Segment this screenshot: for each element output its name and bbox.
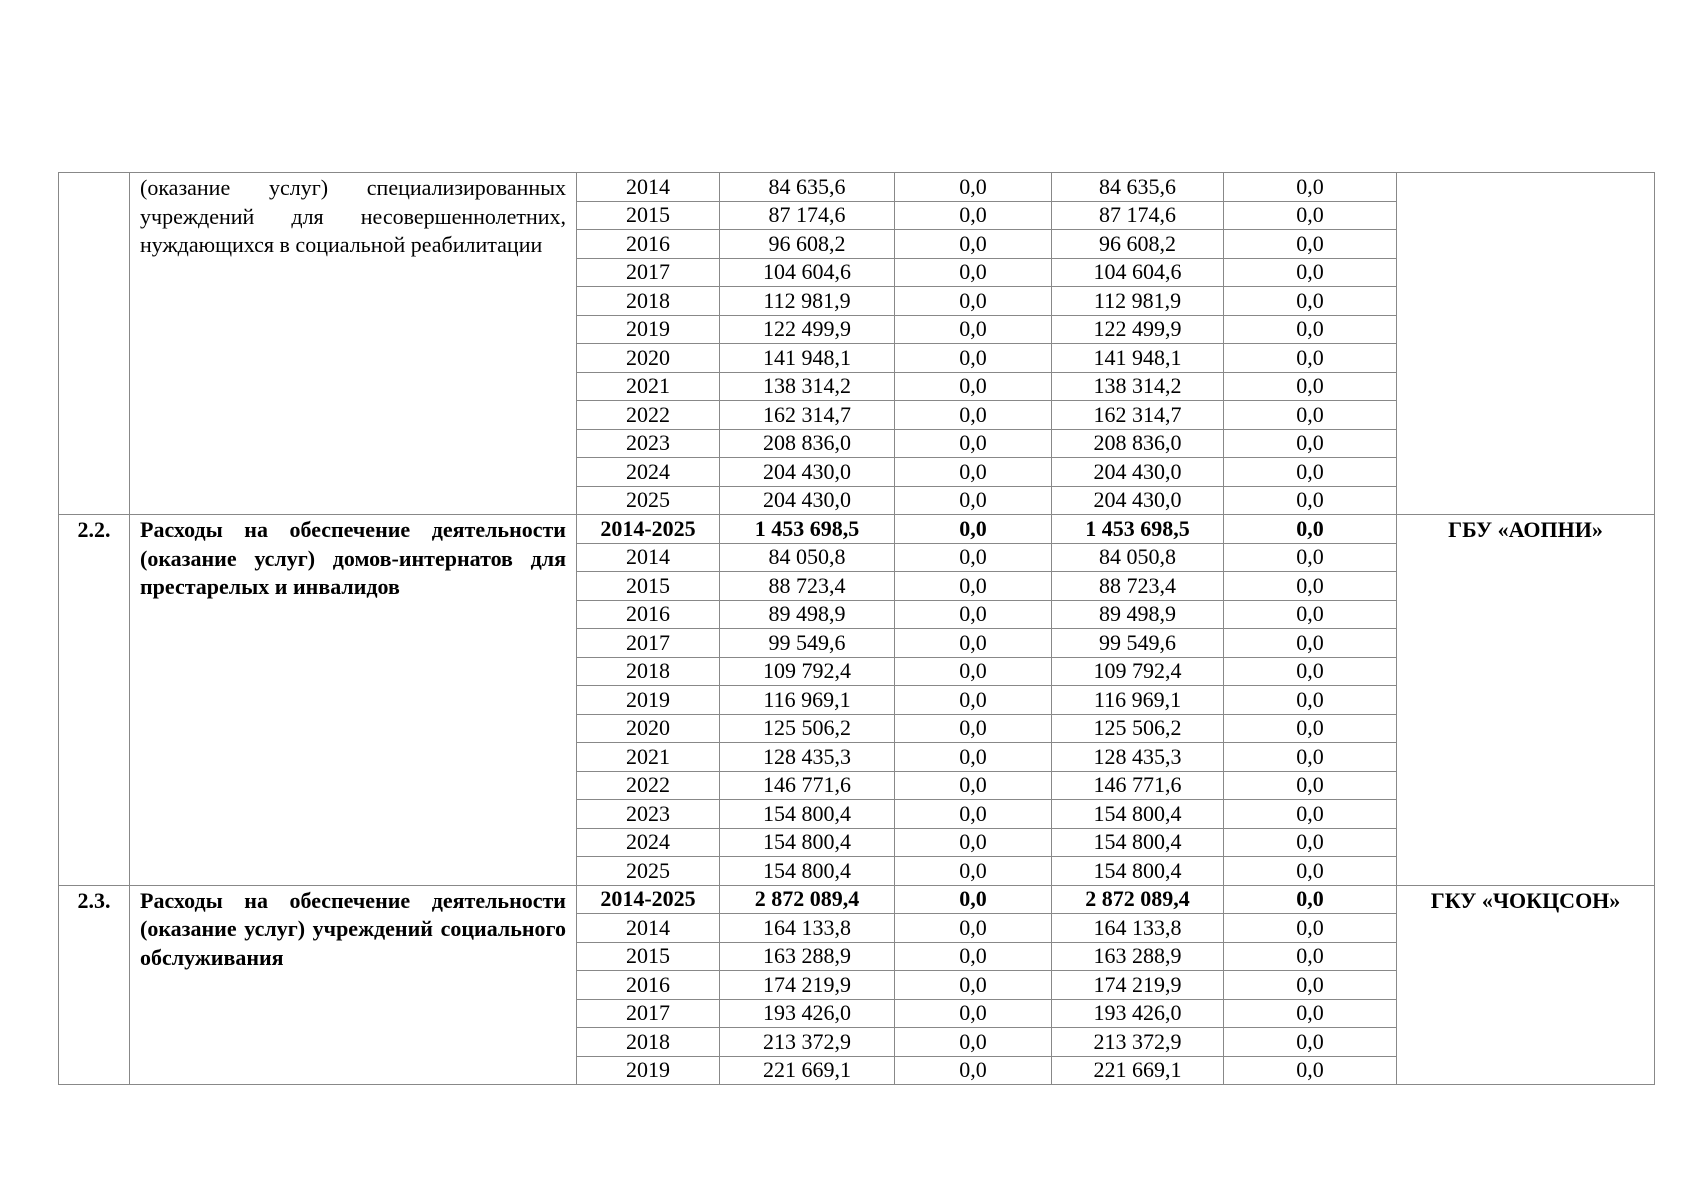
federal-amount-cell: 0,0 xyxy=(895,372,1052,401)
total-amount-cell: 122 499,9 xyxy=(720,315,895,344)
table-row xyxy=(59,173,1655,202)
federal-amount-cell: 0,0 xyxy=(895,401,1052,430)
regional-amount-cell: 162 314,7 xyxy=(1052,401,1224,430)
regional-amount-cell: 2 872 089,4 xyxy=(1052,885,1224,914)
other-amount-cell: 0,0 xyxy=(1224,600,1397,629)
total-amount-cell: 146 771,6 xyxy=(720,771,895,800)
total-amount-cell: 154 800,4 xyxy=(720,828,895,857)
year-cell: 2016 xyxy=(577,230,720,259)
total-amount-cell: 154 800,4 xyxy=(720,857,895,886)
year-cell: 2015 xyxy=(577,572,720,601)
item-description: Расходы на обеспечение деятельности (оказание услуг) учреждений социального обслуживания xyxy=(130,885,577,1085)
federal-amount-cell: 0,0 xyxy=(895,885,1052,914)
regional-amount-cell: 109 792,4 xyxy=(1052,657,1224,686)
federal-amount-cell: 0,0 xyxy=(895,458,1052,487)
federal-amount-cell: 0,0 xyxy=(895,942,1052,971)
regional-amount-cell: 174 219,9 xyxy=(1052,971,1224,1000)
year-cell: 2017 xyxy=(577,258,720,287)
year-cell: 2021 xyxy=(577,743,720,772)
year-cell: 2024 xyxy=(577,458,720,487)
executor-cell: ГБУ «АОПНИ» xyxy=(1397,515,1655,886)
federal-amount-cell: 0,0 xyxy=(895,914,1052,943)
other-amount-cell: 0,0 xyxy=(1224,942,1397,971)
regional-amount-cell: 146 771,6 xyxy=(1052,771,1224,800)
other-amount-cell: 0,0 xyxy=(1224,999,1397,1028)
year-cell: 2015 xyxy=(577,942,720,971)
total-amount-cell: 193 426,0 xyxy=(720,999,895,1028)
regional-amount-cell: 1 453 698,5 xyxy=(1052,515,1224,544)
year-cell: 2014 xyxy=(577,914,720,943)
year-cell: 2018 xyxy=(577,1028,720,1057)
federal-amount-cell: 0,0 xyxy=(895,714,1052,743)
year-cell: 2025 xyxy=(577,486,720,515)
total-amount-cell: 213 372,9 xyxy=(720,1028,895,1057)
other-amount-cell: 0,0 xyxy=(1224,287,1397,316)
year-cell: 2020 xyxy=(577,344,720,373)
federal-amount-cell: 0,0 xyxy=(895,629,1052,658)
year-cell: 2014-2025 xyxy=(577,515,720,544)
total-amount-cell: 87 174,6 xyxy=(720,201,895,230)
federal-amount-cell: 0,0 xyxy=(895,258,1052,287)
other-amount-cell: 0,0 xyxy=(1224,885,1397,914)
federal-amount-cell: 0,0 xyxy=(895,657,1052,686)
regional-amount-cell: 213 372,9 xyxy=(1052,1028,1224,1057)
federal-amount-cell: 0,0 xyxy=(895,429,1052,458)
other-amount-cell: 0,0 xyxy=(1224,743,1397,772)
total-amount-cell: 163 288,9 xyxy=(720,942,895,971)
regional-amount-cell: 138 314,2 xyxy=(1052,372,1224,401)
federal-amount-cell: 0,0 xyxy=(895,857,1052,886)
federal-amount-cell: 0,0 xyxy=(895,486,1052,515)
year-cell: 2019 xyxy=(577,315,720,344)
year-cell: 2014 xyxy=(577,173,720,202)
regional-amount-cell: 208 836,0 xyxy=(1052,429,1224,458)
year-cell: 2015 xyxy=(577,201,720,230)
total-amount-cell: 221 669,1 xyxy=(720,1056,895,1085)
federal-amount-cell: 0,0 xyxy=(895,771,1052,800)
federal-amount-cell: 0,0 xyxy=(895,315,1052,344)
other-amount-cell: 0,0 xyxy=(1224,401,1397,430)
regional-amount-cell: 221 669,1 xyxy=(1052,1056,1224,1085)
other-amount-cell: 0,0 xyxy=(1224,372,1397,401)
other-amount-cell: 0,0 xyxy=(1224,1028,1397,1057)
year-cell: 2020 xyxy=(577,714,720,743)
federal-amount-cell: 0,0 xyxy=(895,743,1052,772)
regional-amount-cell: 87 174,6 xyxy=(1052,201,1224,230)
executor-cell xyxy=(1397,173,1655,515)
regional-amount-cell: 193 426,0 xyxy=(1052,999,1224,1028)
other-amount-cell: 0,0 xyxy=(1224,686,1397,715)
total-amount-cell: 141 948,1 xyxy=(720,344,895,373)
other-amount-cell: 0,0 xyxy=(1224,914,1397,943)
total-amount-cell: 128 435,3 xyxy=(720,743,895,772)
other-amount-cell: 0,0 xyxy=(1224,344,1397,373)
regional-amount-cell: 141 948,1 xyxy=(1052,344,1224,373)
year-cell: 2019 xyxy=(577,686,720,715)
other-amount-cell: 0,0 xyxy=(1224,173,1397,202)
other-amount-cell: 0,0 xyxy=(1224,543,1397,572)
table-total-row xyxy=(59,885,1655,914)
regional-amount-cell: 99 549,6 xyxy=(1052,629,1224,658)
item-number: 2.3. xyxy=(59,885,130,1085)
year-cell: 2016 xyxy=(577,600,720,629)
federal-amount-cell: 0,0 xyxy=(895,600,1052,629)
total-amount-cell: 174 219,9 xyxy=(720,971,895,1000)
total-amount-cell: 125 506,2 xyxy=(720,714,895,743)
other-amount-cell: 0,0 xyxy=(1224,857,1397,886)
regional-amount-cell: 204 430,0 xyxy=(1052,458,1224,487)
item-number xyxy=(59,173,130,515)
federal-amount-cell: 0,0 xyxy=(895,173,1052,202)
executor-cell: ГКУ «ЧОКЦСОН» xyxy=(1397,885,1655,1085)
other-amount-cell: 0,0 xyxy=(1224,572,1397,601)
regional-amount-cell: 84 635,6 xyxy=(1052,173,1224,202)
regional-amount-cell: 112 981,9 xyxy=(1052,287,1224,316)
year-cell: 2022 xyxy=(577,771,720,800)
total-amount-cell: 116 969,1 xyxy=(720,686,895,715)
regional-amount-cell: 122 499,9 xyxy=(1052,315,1224,344)
year-cell: 2014-2025 xyxy=(577,885,720,914)
other-amount-cell: 0,0 xyxy=(1224,515,1397,544)
regional-amount-cell: 84 050,8 xyxy=(1052,543,1224,572)
total-amount-cell: 138 314,2 xyxy=(720,372,895,401)
year-cell: 2018 xyxy=(577,287,720,316)
total-amount-cell: 89 498,9 xyxy=(720,600,895,629)
other-amount-cell: 0,0 xyxy=(1224,258,1397,287)
regional-amount-cell: 125 506,2 xyxy=(1052,714,1224,743)
item-description: Расходы на обеспечение деятельности (оказание услуг) домов-интернатов для престарелых и инвалидов xyxy=(130,515,577,886)
other-amount-cell: 0,0 xyxy=(1224,486,1397,515)
federal-amount-cell: 0,0 xyxy=(895,543,1052,572)
year-cell: 2023 xyxy=(577,429,720,458)
total-amount-cell: 162 314,7 xyxy=(720,401,895,430)
total-amount-cell: 84 050,8 xyxy=(720,543,895,572)
year-cell: 2019 xyxy=(577,1056,720,1085)
other-amount-cell: 0,0 xyxy=(1224,971,1397,1000)
year-cell: 2014 xyxy=(577,543,720,572)
table-body xyxy=(59,173,1655,1085)
total-amount-cell: 88 723,4 xyxy=(720,572,895,601)
year-cell: 2024 xyxy=(577,828,720,857)
total-amount-cell: 1 453 698,5 xyxy=(720,515,895,544)
federal-amount-cell: 0,0 xyxy=(895,344,1052,373)
regional-amount-cell: 89 498,9 xyxy=(1052,600,1224,629)
item-number: 2.2. xyxy=(59,515,130,886)
federal-amount-cell: 0,0 xyxy=(895,515,1052,544)
total-amount-cell: 154 800,4 xyxy=(720,800,895,829)
regional-amount-cell: 96 608,2 xyxy=(1052,230,1224,259)
regional-amount-cell: 116 969,1 xyxy=(1052,686,1224,715)
other-amount-cell: 0,0 xyxy=(1224,458,1397,487)
federal-amount-cell: 0,0 xyxy=(895,828,1052,857)
total-amount-cell: 2 872 089,4 xyxy=(720,885,895,914)
year-cell: 2021 xyxy=(577,372,720,401)
federal-amount-cell: 0,0 xyxy=(895,230,1052,259)
other-amount-cell: 0,0 xyxy=(1224,771,1397,800)
year-cell: 2016 xyxy=(577,971,720,1000)
federal-amount-cell: 0,0 xyxy=(895,1028,1052,1057)
total-amount-cell: 109 792,4 xyxy=(720,657,895,686)
regional-amount-cell: 164 133,8 xyxy=(1052,914,1224,943)
federal-amount-cell: 0,0 xyxy=(895,201,1052,230)
other-amount-cell: 0,0 xyxy=(1224,828,1397,857)
total-amount-cell: 99 549,6 xyxy=(720,629,895,658)
other-amount-cell: 0,0 xyxy=(1224,629,1397,658)
federal-amount-cell: 0,0 xyxy=(895,287,1052,316)
regional-amount-cell: 204 430,0 xyxy=(1052,486,1224,515)
budget-table xyxy=(58,172,1655,1085)
federal-amount-cell: 0,0 xyxy=(895,971,1052,1000)
year-cell: 2023 xyxy=(577,800,720,829)
regional-amount-cell: 128 435,3 xyxy=(1052,743,1224,772)
other-amount-cell: 0,0 xyxy=(1224,201,1397,230)
year-cell: 2025 xyxy=(577,857,720,886)
total-amount-cell: 96 608,2 xyxy=(720,230,895,259)
other-amount-cell: 0,0 xyxy=(1224,800,1397,829)
year-cell: 2022 xyxy=(577,401,720,430)
federal-amount-cell: 0,0 xyxy=(895,1056,1052,1085)
regional-amount-cell: 154 800,4 xyxy=(1052,800,1224,829)
total-amount-cell: 112 981,9 xyxy=(720,287,895,316)
regional-amount-cell: 88 723,4 xyxy=(1052,572,1224,601)
regional-amount-cell: 163 288,9 xyxy=(1052,942,1224,971)
other-amount-cell: 0,0 xyxy=(1224,315,1397,344)
other-amount-cell: 0,0 xyxy=(1224,714,1397,743)
total-amount-cell: 204 430,0 xyxy=(720,458,895,487)
regional-amount-cell: 154 800,4 xyxy=(1052,828,1224,857)
year-cell: 2018 xyxy=(577,657,720,686)
table-total-row xyxy=(59,515,1655,544)
federal-amount-cell: 0,0 xyxy=(895,800,1052,829)
total-amount-cell: 104 604,6 xyxy=(720,258,895,287)
federal-amount-cell: 0,0 xyxy=(895,686,1052,715)
total-amount-cell: 204 430,0 xyxy=(720,486,895,515)
federal-amount-cell: 0,0 xyxy=(895,572,1052,601)
year-cell: 2017 xyxy=(577,999,720,1028)
year-cell: 2017 xyxy=(577,629,720,658)
other-amount-cell: 0,0 xyxy=(1224,1056,1397,1085)
regional-amount-cell: 154 800,4 xyxy=(1052,857,1224,886)
total-amount-cell: 208 836,0 xyxy=(720,429,895,458)
item-description: (оказание услуг) специализированных учреждений для несовершеннолетних, нуждающихся в социальной реабилитации xyxy=(130,173,577,515)
other-amount-cell: 0,0 xyxy=(1224,230,1397,259)
federal-amount-cell: 0,0 xyxy=(895,999,1052,1028)
regional-amount-cell: 104 604,6 xyxy=(1052,258,1224,287)
total-amount-cell: 84 635,6 xyxy=(720,173,895,202)
total-amount-cell: 164 133,8 xyxy=(720,914,895,943)
other-amount-cell: 0,0 xyxy=(1224,429,1397,458)
other-amount-cell: 0,0 xyxy=(1224,657,1397,686)
